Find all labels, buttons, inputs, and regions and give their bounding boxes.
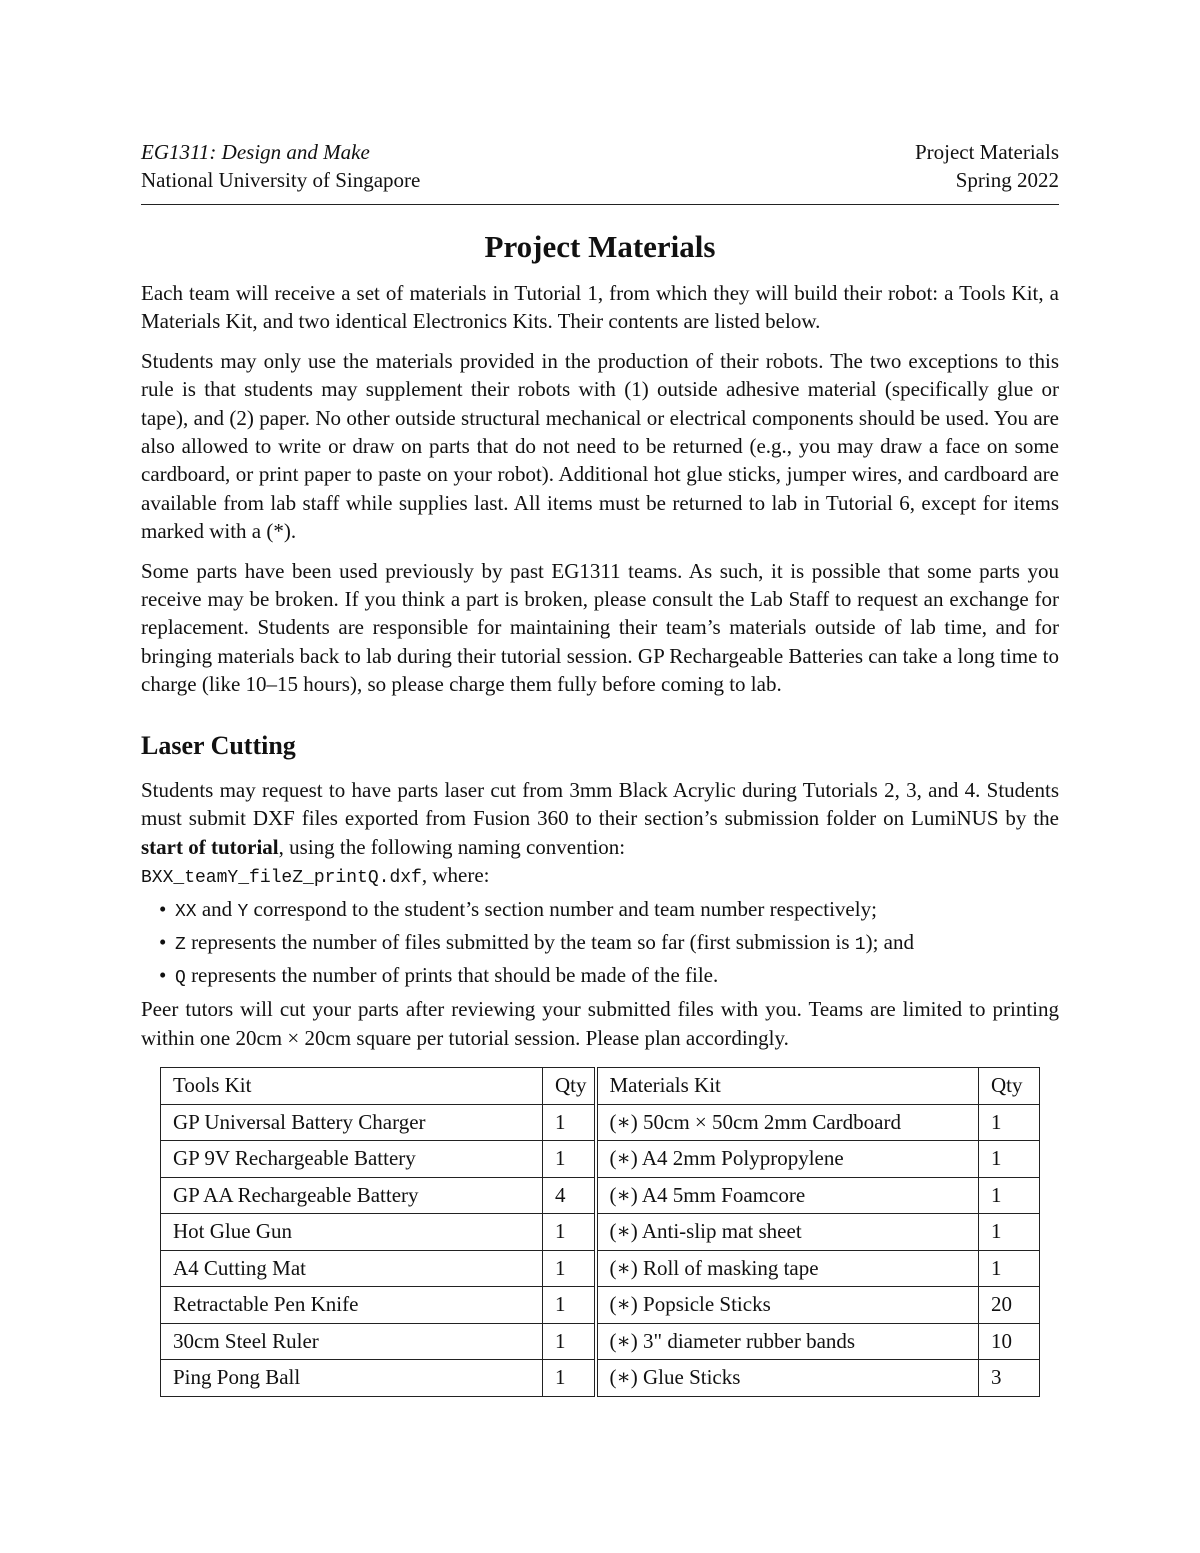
laser-paragraph-2: Peer tutors will cut your parts after reviewing your submitted files with you. Teams are limited to printing within one 20cm × 20cm square per tutorial session. Please plan accordingly. [141, 997, 1059, 1050]
intro-paragraph-2: Students may only use the materials provided in the production of their robots. The two exceptions to this rule is that students may supplement their robots with (1) outside adhesive material (specifically glue or tape), and (2) paper. No other outside structural mechanical or electrical components should be used. You are also allowed to write or draw on parts that do not need to be returned (e.g., you may draw a face on some cardboard, or print paper to paste on your robot). Additional hot glue sticks, jumper wires, and cardboard are available from lab staff while supplies last. All items must be returned to lab in Tutorial 6, except for items marked with a (*). [141, 348, 1059, 544]
table-cell: Hot Glue Gun [161, 1214, 543, 1251]
table-cell: 3 [979, 1360, 1040, 1397]
table-row [161, 1250, 1040, 1287]
table-header-row [161, 1068, 1040, 1105]
code-q: Q [175, 968, 186, 989]
table-cell: 1 [543, 1214, 596, 1251]
code-xx: XX [175, 902, 197, 923]
table-cell: 1 [979, 1250, 1040, 1287]
table-cell: 1 [979, 1177, 1040, 1214]
table-cell: A4 Cutting Mat [161, 1250, 543, 1287]
table-cell: (∗) 50cm × 50cm 2mm Cardboard [596, 1104, 979, 1141]
table-cell: Retractable Pen Knife [161, 1287, 543, 1324]
code-z: Z [175, 935, 186, 956]
table-cell: (∗) 3" diameter rubber bands [596, 1323, 979, 1360]
table-row [161, 1177, 1040, 1214]
table-cell: (∗) A4 2mm Polypropylene [596, 1141, 979, 1178]
table-cell: 4 [543, 1177, 596, 1214]
page-title: Project Materials [484, 229, 716, 264]
table-cell: 20 [979, 1287, 1040, 1324]
table-cell: GP 9V Rechargeable Battery [161, 1141, 543, 1178]
table-cell: (∗) Glue Sticks [596, 1360, 979, 1397]
document-page [141, 138, 1059, 1063]
table-row [161, 1323, 1040, 1360]
intro-paragraph-3: Some parts have been used previously by past EG1311 teams. As such, it is possible that some parts you receive may be broken. If you think a part is broken, please consult the Lab Staff to request an exchange for replacement. Students are responsible for maintaining their team’s materials outside of lab time, and for bringing materials back to lab during their tutorial session. GP Rechargeable Batteries can take a long time to charge (like 10–15 hours), so please charge them fully before coming to lab. [141, 558, 1059, 697]
table-cell: (∗) Roll of masking tape [596, 1250, 979, 1287]
table-header-cell: Qty [979, 1068, 1040, 1105]
header-row-2 [141, 166, 1059, 194]
table-cell: 1 [543, 1323, 596, 1360]
table-cell: 1 [543, 1250, 596, 1287]
laser-paragraph-1 [141, 776, 1059, 893]
table-cell: GP AA Rechargeable Battery [161, 1177, 543, 1214]
code-1: 1 [854, 935, 866, 956]
bullet-text: represents the number of files submitted by the team so far (first submission is [185, 930, 855, 955]
table-row [161, 1214, 1040, 1251]
kits-table [160, 1067, 1040, 1397]
table-cell: 1 [543, 1360, 596, 1397]
laser-cutting-heading: Laser Cutting [141, 730, 296, 760]
table-header-cell: Qty [543, 1068, 596, 1105]
filename-suffix-text: , where: [421, 862, 490, 887]
table-header-cell: Materials Kit [596, 1068, 979, 1105]
bullet-text: correspond to the student’s section number and team number respectively; [248, 897, 877, 922]
laser-text-bold: start of tutorial [141, 834, 279, 859]
list-item [175, 927, 1059, 960]
table-row [161, 1287, 1040, 1324]
table-cell: 1 [543, 1141, 596, 1178]
table-row [161, 1360, 1040, 1397]
bullet-text: and [196, 897, 238, 922]
table-cell: (∗) Popsicle Sticks [596, 1287, 979, 1324]
list-item [175, 960, 1059, 993]
university-name: National University of Singapore [141, 168, 421, 192]
header-row-1 [141, 138, 1059, 166]
table-cell: GP Universal Battery Charger [161, 1104, 543, 1141]
table-cell: 1 [979, 1214, 1040, 1251]
header-divider [141, 204, 1059, 205]
intro-paragraph-1: Each team will receive a set of materials in Tutorial 1, from which they will build their robot: a Tools Kit, a Materials Kit, and two identical Electronics Kits. Their contents are listed below. [141, 281, 1059, 334]
bullet-text: ); and [865, 930, 914, 955]
table-cell: (∗) Anti-slip mat sheet [596, 1214, 979, 1251]
table-cell: 1 [979, 1104, 1040, 1141]
table-cell: 10 [979, 1323, 1040, 1360]
laser-text-b: , using the following naming convention: [278, 834, 626, 859]
list-item [175, 894, 1059, 927]
filename-convention: BXX_teamY_fileZ_printQ.dxf [141, 867, 422, 888]
table-row [161, 1141, 1040, 1178]
table-header-cell: Tools Kit [161, 1068, 543, 1105]
table-cell: Ping Pong Ball [161, 1360, 543, 1397]
table-cell: 1 [543, 1104, 596, 1141]
laser-text-a: Students may request to have parts laser cut from 3mm Black Acrylic during Tutorials 2, 3, and 4. Students must submit DXF files exported from Fusion 360 to their section’s submission folder on LumiNUS by the [141, 777, 1059, 831]
table-cell: 1 [543, 1287, 596, 1324]
bullet-text: represents the number of prints that should be made of the file. [185, 963, 719, 988]
code-y: Y [237, 902, 249, 923]
table-cell: (∗) A4 5mm Foamcore [596, 1177, 979, 1214]
naming-bullets [141, 894, 1059, 993]
term: Spring 2022 [955, 168, 1059, 192]
table-cell: 1 [979, 1141, 1040, 1178]
course-name: EG1311: Design and Make [141, 140, 370, 164]
document-type: Project Materials [914, 140, 1059, 164]
table-row [161, 1104, 1040, 1141]
table-cell: 30cm Steel Ruler [161, 1323, 543, 1360]
